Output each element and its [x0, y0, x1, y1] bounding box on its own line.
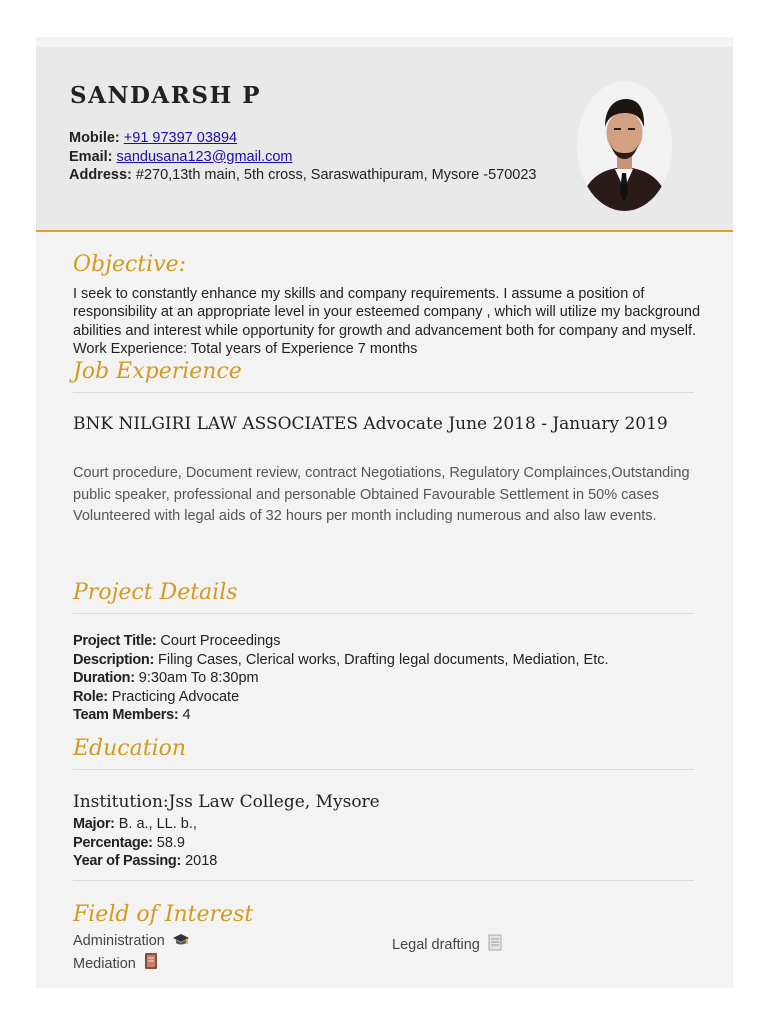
interest-label: Administration: [73, 933, 165, 949]
project-title-label: Project Title:: [73, 633, 157, 649]
education-details-list: [73, 815, 217, 871]
education-institution: Institution:Jss Law College, Mysore: [73, 792, 380, 812]
year-row: [73, 852, 217, 871]
email-row: [69, 148, 536, 167]
project-duration-row: [73, 669, 609, 688]
candidate-name: SANDARSH P: [70, 82, 262, 109]
major-row: [73, 815, 217, 834]
job-title: BNK NILGIRI LAW ASSOCIATES Advocate June 2018 - January 2019: [73, 414, 668, 434]
graduation-cap-icon: [172, 933, 190, 951]
scroll-icon: [487, 933, 503, 955]
resume-header: [36, 47, 733, 232]
major-label: Major:: [73, 816, 115, 832]
project-role-label: Role:: [73, 688, 108, 705]
resume-sheet: [36, 37, 733, 988]
project-team-label: Team Members:: [73, 707, 179, 723]
interest-item: [73, 933, 190, 951]
percentage-value: 58.9: [156, 834, 185, 851]
major-value: B. a., LL. b.,: [118, 816, 197, 832]
address-label: Address:: [69, 167, 132, 183]
year-value: 2018: [185, 853, 218, 869]
project-duration-value: 9:30am To 8:30pm: [138, 670, 259, 686]
project-team-row: [73, 706, 609, 725]
project-details-heading: Project Details: [73, 580, 238, 605]
email-link[interactable]: sandusana123@gmail.com: [116, 148, 293, 165]
project-description-label: Description:: [73, 651, 154, 668]
email-label: Email:: [69, 148, 113, 165]
job-description: Court procedure, Document review, contract Negotiations, Regulatory Complainces,Outstanding public speaker, professional and personable Obtained Favourable Settlement in 50% cases Volunteered with legal aids of 32 hours per month including numerous and also law events.: [73, 465, 690, 524]
address-row: [69, 166, 536, 185]
objective-text: I seek to constantly enhance my skills and company requirements. I assume a position of responsibility at an appropriate level in your esteemed company , which will utilize my background abilities and interest while opportunity for growth and advancement both for company and myself. Work Experience: Total years of Experience 7 months: [73, 286, 701, 357]
project-description-row: [73, 651, 609, 670]
address-value: #270,13th main, 5th cross, Saraswathipuram, Mysore -570023: [135, 167, 537, 183]
project-title-row: [73, 632, 609, 651]
percentage-row: [73, 834, 217, 853]
project-description-value: Filing Cases, Clerical works, Drafting legal documents, Mediation, Etc.: [158, 651, 609, 668]
project-duration-label: Duration:: [73, 670, 135, 686]
mobile-link[interactable]: +91 97397 03894: [123, 130, 238, 146]
interest-item: [73, 952, 159, 974]
divider: [73, 613, 694, 614]
year-label: Year of Passing:: [73, 853, 182, 869]
project-title-value: Court Proceedings: [160, 633, 281, 649]
mobile-label: Mobile:: [69, 130, 120, 146]
divider: [73, 769, 694, 770]
divider: [73, 880, 694, 881]
job-experience-heading: Job Experience: [73, 359, 242, 384]
project-role-value: Practicing Advocate: [111, 688, 240, 705]
interest-label: Legal drafting: [392, 937, 480, 953]
project-details-list: [73, 632, 609, 725]
interest-item: [392, 933, 503, 955]
objective-heading: Objective:: [73, 252, 187, 277]
book-icon: [143, 952, 159, 974]
percentage-label: Percentage:: [73, 834, 153, 851]
profile-photo: [577, 81, 672, 211]
mobile-row: [69, 129, 536, 148]
project-team-value: 4: [182, 707, 191, 723]
project-role-row: [73, 688, 609, 707]
field-of-interest-heading: Field of Interest: [73, 902, 254, 927]
interest-label: Mediation: [73, 956, 136, 972]
contact-block: [69, 129, 536, 185]
divider: [73, 392, 694, 393]
education-heading: Education: [73, 736, 187, 761]
